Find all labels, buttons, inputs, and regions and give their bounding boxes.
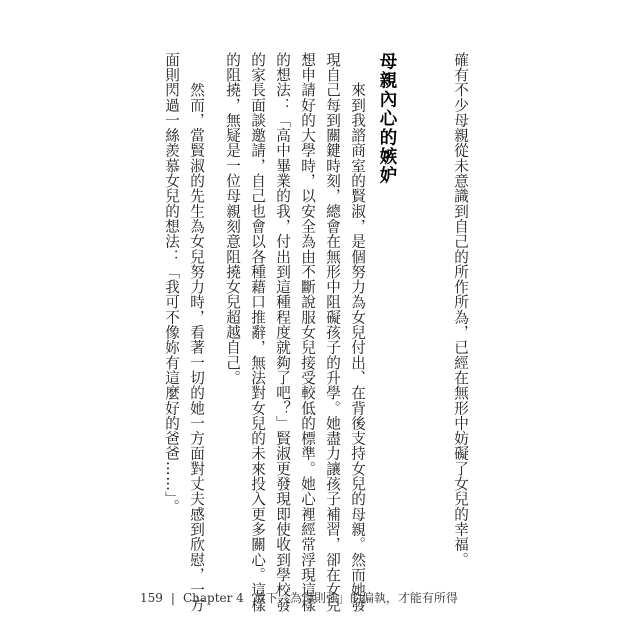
paragraph-column-5: 的想法：「高中畢業的我，付出到這種程度就夠了吧？」賢淑更發現即使收到學校發 [274,52,291,613]
paragraph-column-9: 面則閃過一絲羨慕女兒的想法：「我可不像妳有這麼好的爸爸……」。 [163,52,180,515]
page-number: 159 [140,591,163,605]
paragraph-column-8: 然而，當賢淑的先生為女兒努力時，看著一切的她一方面對丈夫感到欣慰，一方 [188,52,205,613]
paragraph-column-1: 確有不少母親從未意識到自己的所作所為，已經在無形中妨礙了女兒的幸福。 [452,52,469,568]
chapter-label: Chapter 4 [182,591,244,605]
paragraph-column-4: 想申請好的大學時，以安全為由不斷說服女兒接受較低的標準。她心裡經常浮現這樣 [299,52,316,613]
footer-separator: | [170,591,175,605]
paragraph-column-7: 的阻撓，無疑是一位母親刻意阻撓女兒超越自己。 [224,52,241,386]
paragraph-column-3: 現自己每到關鍵時刻，總會在無形中阻礙孩子的升學。她盡力讓孩子補習，卻在女兒 [324,52,341,613]
section-heading: 母親內心的嫉妒 [377,52,397,185]
paragraph-column-2: 來到我諮商室的賢淑，是個努力為女兒付出、在背後支持女兒的母親。然而她發 [349,52,366,613]
page-footer [140,591,458,605]
chapter-title: 放下「為母則強」的偏執，才能有所得 [253,591,458,605]
paragraph-column-6: 的家長面談邀請，自己也會以各種藉口推辭，無法對女兒的未來投入更多關心。這樣 [249,52,266,613]
